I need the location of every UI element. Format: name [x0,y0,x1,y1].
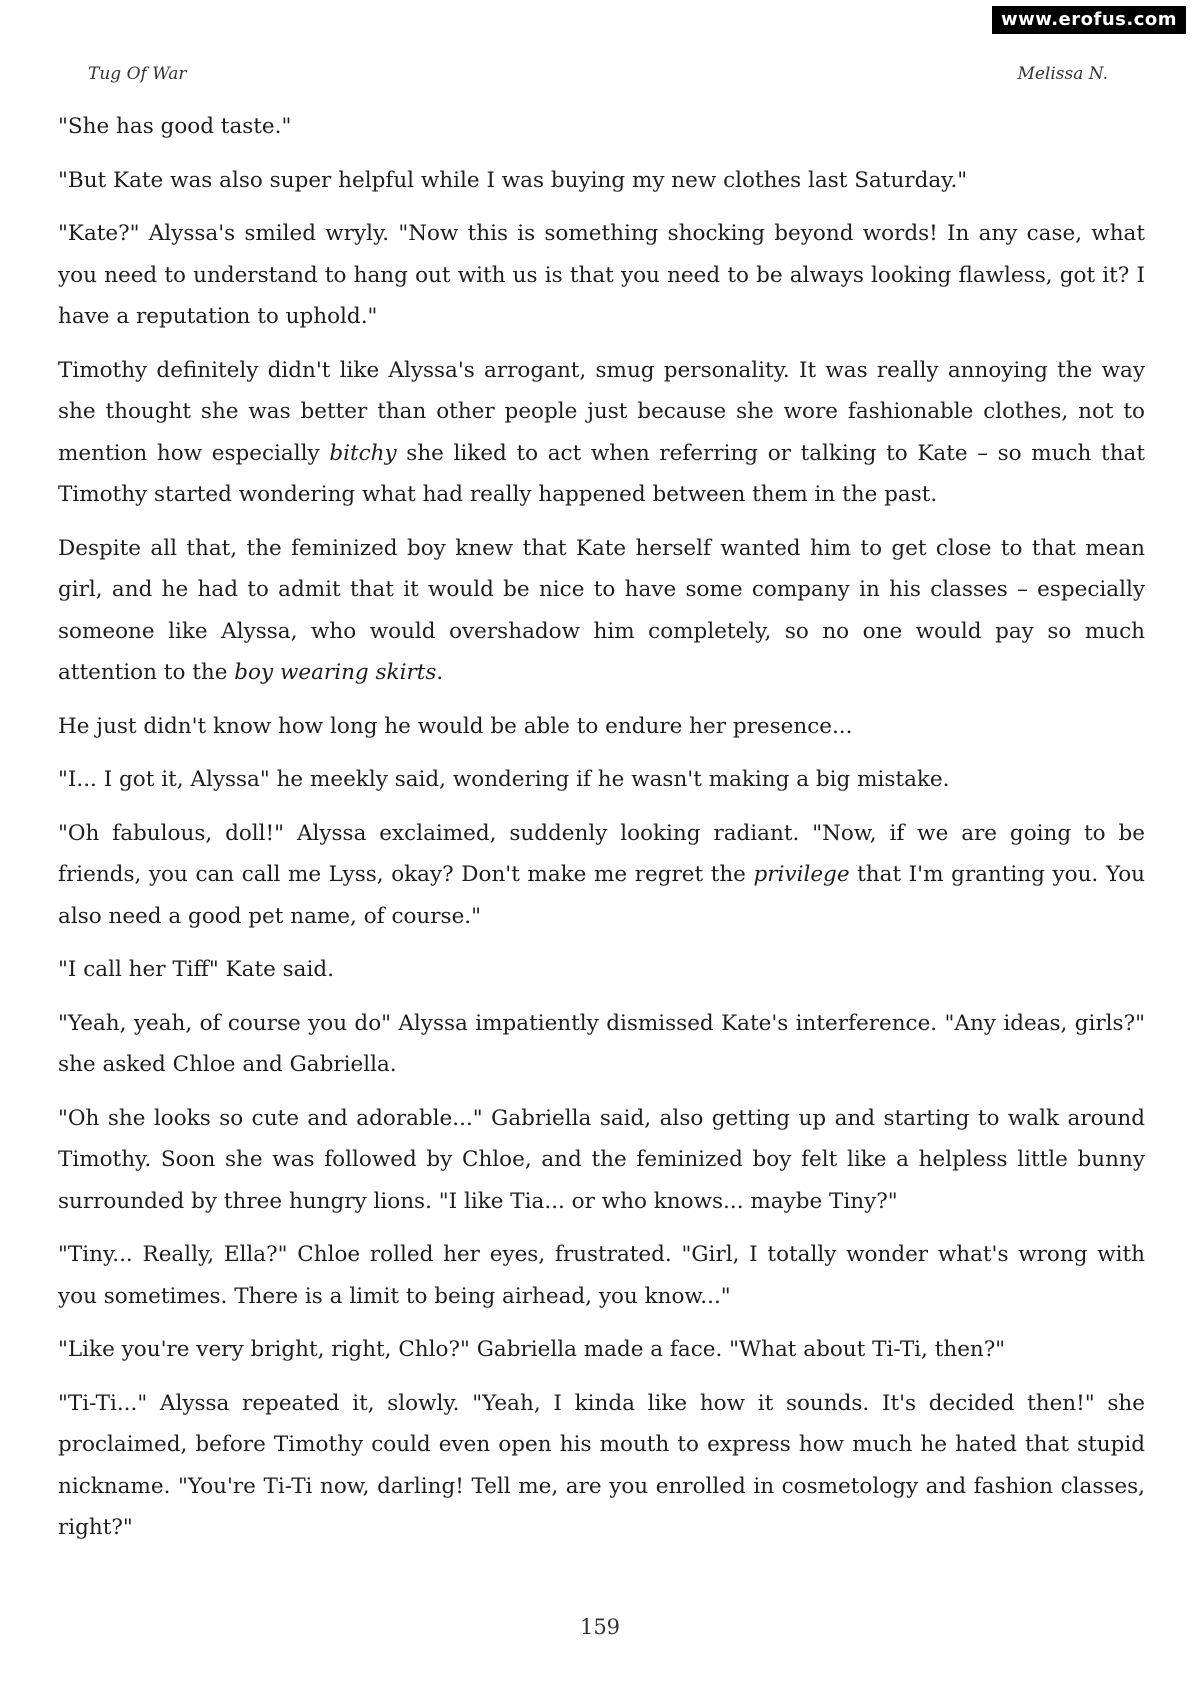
italic-text: bitchy [329,440,397,466]
paragraph [58,160,1145,202]
book-author: Melissa N. [1017,64,1108,84]
text-run: "Like you're very bright, right, Chlo?" Gabriella made a face. "What about Ti-Ti, then?" [58,1337,1006,1362]
text-run: . [436,660,444,685]
paragraph [58,813,1145,938]
text-run: that I'm granting you. You also need a good pet name, of course." [58,862,1145,929]
text-run: Despite all that, the feminized boy knew that Kate herself wanted him to get close to that mean girl, and he had to admit that it would be nice to have some company in his classes – especially someone like Alyssa, who would overshadow him completely, so no one would pay so much attention to the [58,535,1145,685]
paragraph [58,1098,1145,1223]
book-title: Tug Of War [88,64,187,84]
text-run: "Tiny... Really, Ella?" Chloe rolled her eyes, frustrated. "Girl, I totally wonder what's wrong with you sometimes. There is a limit to being airhead, you know..." [58,1242,1145,1309]
text-run: "Kate?" Alyssa's smiled wryly. "Now this is something shocking beyond words! In any case, what you need to understand to hang out with us is that you need to be always looking flawless, got it? I have a reputation to uphold." [58,221,1145,329]
text-run: "Yeah, yeah, of course you do" Alyssa impatiently dismissed Kate's interference. "Any ideas, girls?" she asked Chloe and Gabriella. [58,1010,1145,1077]
text-run: she liked to act when referring or talking to Kate – so much that Timothy started wondering what had really happened between them in the past. [58,440,1146,507]
italic-text: boy wearing skirts [234,660,437,685]
paragraph [58,759,1145,801]
paragraph [58,106,1145,148]
text-run: Timothy definitely didn't like Alyssa's arrogant, smug personality. It was really annoying the way she thought she was better than other people just because she wore fashionable clothes, not to mention how especially [58,357,1145,466]
italic-text: privilege [753,862,850,887]
paragraph [58,1234,1145,1317]
paragraph [58,528,1145,694]
paragraph [58,706,1145,748]
paragraph [58,213,1145,338]
paragraph [58,1003,1145,1086]
paragraph [58,1329,1145,1371]
text-run: "Oh she looks so cute and adorable..." Gabriella said, also getting up and starting to walk around Timothy. Soon she was followed by Chloe, and the feminized boy felt like a helpless little bunny surrounded by three hungry lions. "I like Tia... or who knows... maybe Tiny?" [58,1105,1145,1214]
text-run: "Ti-Ti..." Alyssa repeated it, slowly. "Yeah, I kinda like how it sounds. It's decided then!" she proclaimed, before Timothy could even open his mouth to express how much he hated that stupid nickname. "You're Ti-Ti now, darling! Tell me, are you enrolled in cosmetology and fashion classes, right?" [58,1390,1145,1540]
paragraph [58,1383,1145,1549]
text-run: "But Kate was also super helpful while I was buying my new clothes last Saturday." [58,167,968,193]
text-run: "I... I got it, Alyssa" he meekly said, wondering if he wasn't making a big mistake. [58,767,950,792]
page-number: 159 [579,1615,621,1639]
text-run: "Oh fabulous, doll!" Alyssa exclaimed, suddenly looking radiant. "Now, if we are going to be friends, you can call me Lyss, okay? Don't make me regret the [58,820,1145,887]
text-run: He just didn't know how long he would be able to endure her presence... [58,713,853,739]
paragraph [58,949,1145,991]
text-run: "She has good taste." [58,114,292,139]
body-text [58,106,1145,1561]
text-run: "I call her Tiff" Kate said. [58,957,334,982]
paragraph [58,350,1145,516]
watermark: www.erofus.com [992,6,1186,34]
